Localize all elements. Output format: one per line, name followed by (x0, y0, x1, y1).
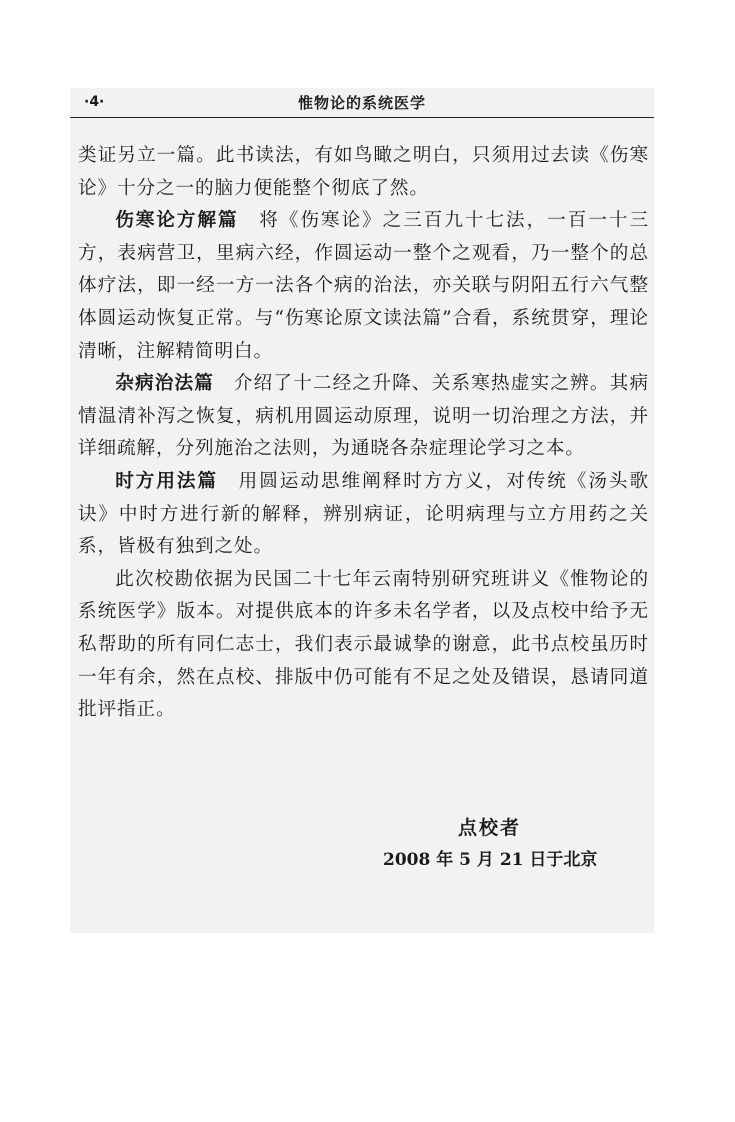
paragraph-shanghan-fangjie (78, 205, 649, 368)
section-term: 伤寒论方解篇 (115, 210, 239, 232)
running-title: 惟物论的系统医学 (297, 94, 426, 112)
running-header (70, 88, 654, 118)
page-number: ·4· (84, 94, 105, 110)
paragraph-acknowledgement (78, 564, 649, 727)
paragraph-text: 此次校勘依据为民国二十七年云南特别研究班讲义《惟物论的系统医学》版本。对提供底本的许多未名学者，以及点校中给予无私帮助的所有同仁志士，我们表示最诚挚的谢意，此书点校虽历时一年有余，然在点校、排版中仍可能有不足之处及错误，恳请同道批评指正。 (78, 568, 649, 721)
paragraph-text: 将《伤寒论》之三百九十七法，一百一十三方，表病营卫，里病六经，作圆运动一整个之观看，乃一整个的总体疗法，即一经一方一法各个病的治法，亦关联与阴阳五行六气整体圆运动恢复正常。与“伤寒论原文读法篇”合看，系统贯穿，理论清晰，注解精简明白。 (78, 210, 649, 362)
header-rule (70, 117, 654, 118)
signer: 点校者 (458, 817, 522, 839)
body-text (78, 140, 649, 727)
paragraph-text: 类证另立一篇。此书读法，有如鸟瞰之明白，只须用过去读《伤寒论》十分之一的脑力便能整个彻底了然。 (78, 145, 649, 199)
paragraph-zabing-zhifa (78, 368, 649, 466)
section-term: 时方用法篇 (115, 470, 219, 492)
signature-date: 2008 年 5 月 21 日于北京 (383, 850, 598, 870)
section-term: 杂病治法篇 (115, 373, 215, 395)
paragraph-continuation (78, 140, 649, 205)
paragraph-shifang-yongfa (78, 466, 649, 564)
paragraph-text: 用圆运动思维阐释时方方义，对传统《汤头歌诀》中时方进行新的解释，辨别病证，论明病理与立方用药之关系，皆极有独到之处。 (78, 470, 649, 558)
paragraph-text: 介绍了十二经之升降、关系寒热虚实之辨。其病情温清补泻之恢复，病机用圆运动原理，说明一切治理之方法，并详细疏解，分列施治之法则，为通晓各杂症理论学习之本。 (78, 373, 649, 460)
